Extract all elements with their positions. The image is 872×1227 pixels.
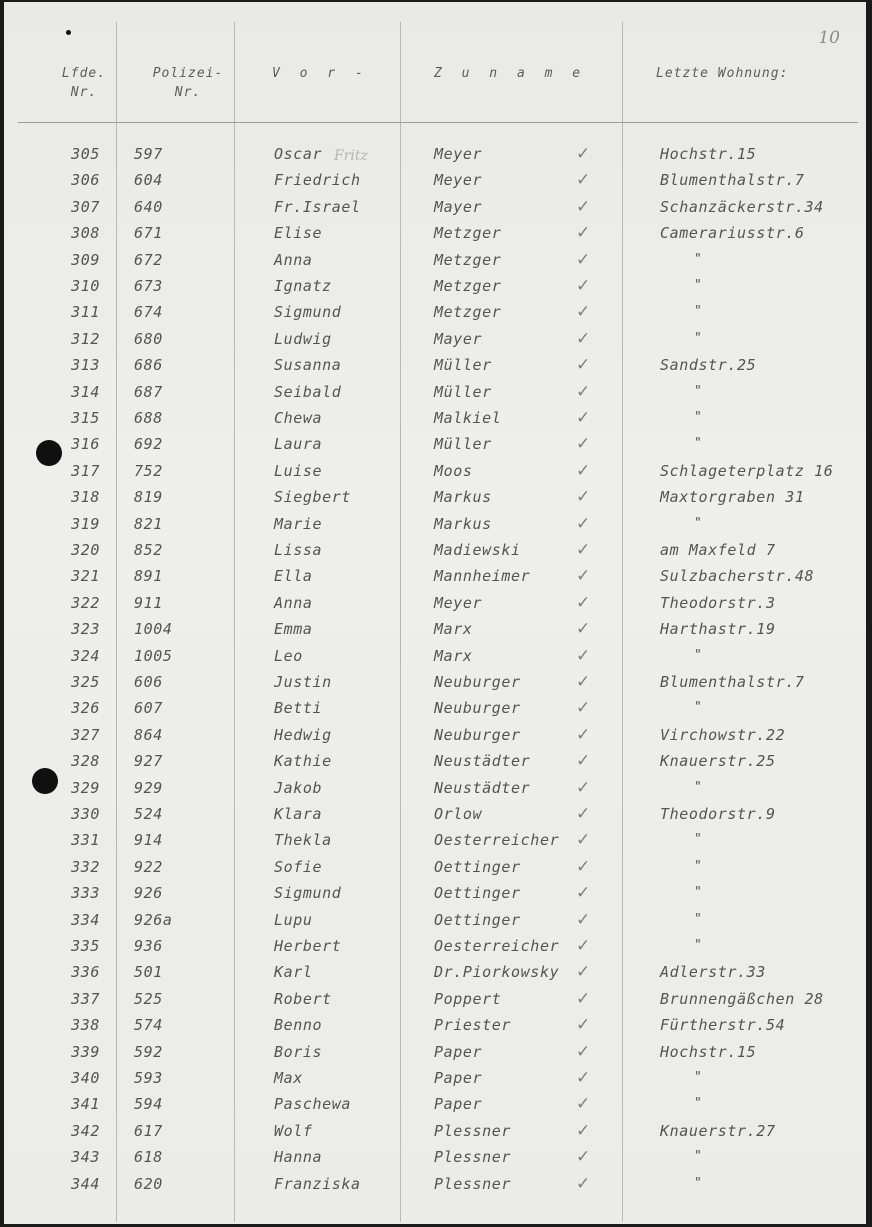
zuname-cell: Müller — [434, 356, 492, 374]
lfd-nr-cell: 331 — [71, 831, 100, 849]
wohnung-cell: Hochstr.15 — [660, 1043, 757, 1061]
header-rule — [18, 122, 858, 123]
check-mark: ✓ — [576, 646, 591, 666]
lfd-nr-cell: 328 — [71, 752, 100, 770]
zuname-cell: Mayer — [434, 198, 483, 216]
zuname-cell: Müller — [434, 383, 492, 401]
lfd-nr-cell: 316 — [71, 435, 100, 453]
zuname-cell: Moos — [434, 462, 473, 480]
check-mark: ✓ — [576, 962, 591, 982]
zuname-cell: Neuburger — [434, 726, 521, 744]
wohnung-cell: am Maxfeld 7 — [660, 541, 776, 559]
lfd-nr-cell: 314 — [71, 383, 100, 401]
table-row — [4, 590, 866, 616]
check-mark: ✓ — [576, 1042, 591, 1062]
lfd-nr-cell: 332 — [71, 858, 100, 876]
vorname-cell: Franziska — [274, 1175, 361, 1193]
check-mark: ✓ — [576, 408, 591, 428]
polizei-nr-cell: 674 — [134, 303, 163, 321]
wohnung-cell: Hochstr.15 — [660, 145, 757, 163]
table-row — [4, 616, 866, 642]
zuname-cell: Madiewski — [434, 541, 521, 559]
wohnung-cell: " — [694, 780, 703, 795]
check-mark: ✓ — [576, 566, 591, 586]
vorname-cell: Sigmund — [274, 303, 342, 321]
zuname-cell: Neuburger — [434, 673, 521, 691]
wohnung-cell: Knauerstr.25 — [660, 752, 776, 770]
polizei-nr-cell: 597 — [134, 145, 163, 163]
wohnung-cell: " — [694, 1070, 703, 1085]
lfd-nr-cell: 311 — [71, 303, 100, 321]
check-mark: ✓ — [576, 910, 591, 930]
lfd-nr-cell: 339 — [71, 1043, 100, 1061]
polizei-nr-cell: 864 — [134, 726, 163, 744]
wohnung-cell: Knauerstr.27 — [660, 1122, 776, 1140]
vorname-cell: Boris — [274, 1043, 323, 1061]
zuname-cell: Marx — [434, 620, 473, 638]
wohnung-cell: Fürtherstr.54 — [660, 1016, 786, 1034]
polizei-nr-cell: 687 — [134, 383, 163, 401]
zuname-cell: Neuburger — [434, 699, 521, 717]
table-row — [4, 880, 866, 906]
lfd-nr-cell: 321 — [71, 567, 100, 585]
polizei-nr-cell: 673 — [134, 277, 163, 295]
lfd-nr-cell: 317 — [71, 462, 100, 480]
page-dot — [66, 30, 71, 35]
check-mark: ✓ — [576, 778, 591, 798]
zuname-cell: Oettinger — [434, 858, 521, 876]
zuname-cell: Neustädter — [434, 779, 531, 797]
table-row — [4, 959, 866, 985]
zuname-cell: Paper — [434, 1069, 483, 1087]
lfd-nr-cell: 329 — [71, 779, 100, 797]
vorname-cell: Leo — [274, 647, 303, 665]
polizei-nr-cell: 617 — [134, 1122, 163, 1140]
zuname-cell: Metzger — [434, 251, 502, 269]
polizei-nr-cell: 680 — [134, 330, 163, 348]
vorname-cell: Kathie — [274, 752, 332, 770]
table-row — [4, 563, 866, 589]
table-row — [4, 643, 866, 669]
table-row — [4, 827, 866, 853]
wohnung-cell: " — [694, 700, 703, 715]
polizei-nr-cell: 922 — [134, 858, 163, 876]
lfd-nr-cell: 340 — [71, 1069, 100, 1087]
table-row — [4, 801, 866, 827]
lfd-nr-cell: 322 — [71, 594, 100, 612]
polizei-nr-cell: 525 — [134, 990, 163, 1008]
table-row — [4, 695, 866, 721]
table-row — [4, 431, 866, 457]
polizei-nr-cell: 686 — [134, 356, 163, 374]
check-mark: ✓ — [576, 936, 591, 956]
polizei-nr-cell: 819 — [134, 488, 163, 506]
vorname-cell: Karl — [274, 963, 313, 981]
lfd-nr-cell: 342 — [71, 1122, 100, 1140]
polizei-nr-cell: 594 — [134, 1095, 163, 1113]
lfd-nr-cell: 325 — [71, 673, 100, 691]
table-row — [4, 1039, 866, 1065]
wohnung-cell: Harthastr.19 — [660, 620, 776, 638]
polizei-nr-cell: 821 — [134, 515, 163, 533]
table-row — [4, 1118, 866, 1144]
header-vorname: V o r - — [272, 66, 369, 81]
table-row — [4, 1091, 866, 1117]
polizei-nr-cell: 891 — [134, 567, 163, 585]
wohnung-cell: " — [694, 384, 703, 399]
vorname-cell: Paschewa — [274, 1095, 352, 1113]
check-mark: ✓ — [576, 672, 591, 692]
lfd-nr-cell: 336 — [71, 963, 100, 981]
polizei-nr-cell: 524 — [134, 805, 163, 823]
polizei-nr-cell: 692 — [134, 435, 163, 453]
zuname-cell: Meyer — [434, 594, 483, 612]
wohnung-cell: " — [694, 278, 703, 293]
polizei-nr-cell: 606 — [134, 673, 163, 691]
table-row — [4, 854, 866, 880]
check-mark: ✓ — [576, 1094, 591, 1114]
vorname-cell: Lupu — [274, 911, 313, 929]
wohnung-cell: " — [694, 331, 703, 346]
table-row — [4, 1144, 866, 1170]
zuname-cell: Markus — [434, 515, 492, 533]
vorname-cell: Marie — [274, 515, 323, 533]
check-mark: ✓ — [576, 329, 591, 349]
polizei-nr-cell: 672 — [134, 251, 163, 269]
wohnung-cell: Sulzbacherstr.48 — [660, 567, 815, 585]
vorname-cell: Justin — [274, 673, 332, 691]
header-polizei-nr — [138, 64, 238, 102]
table-row — [4, 458, 866, 484]
zuname-cell: Neustädter — [434, 752, 531, 770]
table-row — [4, 484, 866, 510]
wohnung-cell: Theodorstr.3 — [660, 594, 776, 612]
lfd-nr-cell: 318 — [71, 488, 100, 506]
lfd-nr-cell: 310 — [71, 277, 100, 295]
table-row — [4, 352, 866, 378]
check-mark: ✓ — [576, 144, 591, 164]
wohnung-cell: Blumenthalstr.7 — [660, 673, 805, 691]
lfd-nr-cell: 338 — [71, 1016, 100, 1034]
polizei-nr-cell: 618 — [134, 1148, 163, 1166]
table-row — [4, 220, 866, 246]
vorname-cell: Hanna — [274, 1148, 323, 1166]
lfd-nr-cell: 335 — [71, 937, 100, 955]
table-row — [4, 141, 866, 167]
wohnung-cell: " — [694, 304, 703, 319]
lfd-nr-cell: 315 — [71, 409, 100, 427]
lfd-nr-cell: 312 — [71, 330, 100, 348]
check-mark: ✓ — [576, 223, 591, 243]
lfd-nr-cell: 327 — [71, 726, 100, 744]
zuname-cell: Malkiel — [434, 409, 502, 427]
check-mark: ✓ — [576, 593, 591, 613]
wohnung-cell: " — [694, 832, 703, 847]
zuname-cell: Poppert — [434, 990, 502, 1008]
vorname-cell: Benno — [274, 1016, 323, 1034]
check-mark: ✓ — [576, 1147, 591, 1167]
lfd-nr-cell: 330 — [71, 805, 100, 823]
lfd-nr-cell: 320 — [71, 541, 100, 559]
check-mark: ✓ — [576, 1174, 591, 1194]
header-line: Nr. — [174, 85, 202, 100]
vorname-cell: Chewa — [274, 409, 323, 427]
check-mark: ✓ — [576, 1068, 591, 1088]
table-row — [4, 167, 866, 193]
vorname-cell: Max — [274, 1069, 303, 1087]
polizei-nr-cell: 592 — [134, 1043, 163, 1061]
zuname-cell: Markus — [434, 488, 492, 506]
document-page — [4, 2, 866, 1224]
vorname-cell: Ignatz — [274, 277, 332, 295]
polizei-nr-cell: 593 — [134, 1069, 163, 1087]
polizei-nr-cell: 620 — [134, 1175, 163, 1193]
polizei-nr-cell: 501 — [134, 963, 163, 981]
table-row — [4, 247, 866, 273]
vorname-cell: Sigmund — [274, 884, 342, 902]
lfd-nr-cell: 333 — [71, 884, 100, 902]
check-mark: ✓ — [576, 514, 591, 534]
zuname-cell: Priester — [434, 1016, 512, 1034]
vorname-cell: Herbert — [274, 937, 342, 955]
wohnung-cell: Maxtorgraben 31 — [660, 488, 805, 506]
polizei-nr-cell: 604 — [134, 171, 163, 189]
table-row — [4, 1171, 866, 1197]
polizei-nr-cell: 1004 — [134, 620, 173, 638]
wohnung-cell: " — [694, 252, 703, 267]
page-number: 10 — [818, 28, 840, 48]
check-mark: ✓ — [576, 1015, 591, 1035]
table-row — [4, 669, 866, 695]
table-row — [4, 748, 866, 774]
header-line: Lfde. — [61, 66, 107, 81]
check-mark: ✓ — [576, 197, 591, 217]
vorname-cell: Siegbert — [274, 488, 352, 506]
wohnung-cell: Adlerstr.33 — [660, 963, 766, 981]
polizei-nr-cell: 936 — [134, 937, 163, 955]
lfd-nr-cell: 305 — [71, 145, 100, 163]
lfd-nr-cell: 319 — [71, 515, 100, 533]
table-row — [4, 1012, 866, 1038]
table-row — [4, 907, 866, 933]
vorname-cell: Klara — [274, 805, 323, 823]
check-mark: ✓ — [576, 302, 591, 322]
zuname-cell: Paper — [434, 1043, 483, 1061]
check-mark: ✓ — [576, 170, 591, 190]
vorname-cell: Ludwig — [274, 330, 332, 348]
vorname-cell: Susanna — [274, 356, 342, 374]
vorname-cell: Jakob — [274, 779, 323, 797]
zuname-cell: Paper — [434, 1095, 483, 1113]
table-row — [4, 1065, 866, 1091]
wohnung-cell: " — [694, 436, 703, 451]
check-mark: ✓ — [576, 276, 591, 296]
polizei-nr-cell: 927 — [134, 752, 163, 770]
handwritten-annotation: Fritz — [334, 148, 368, 164]
check-mark: ✓ — [576, 540, 591, 560]
vorname-cell: Elise — [274, 224, 323, 242]
zuname-cell: Plessner — [434, 1148, 512, 1166]
header-lfd-nr — [52, 64, 116, 102]
polizei-nr-cell: 640 — [134, 198, 163, 216]
zuname-cell: Dr.Piorkowsky — [434, 963, 560, 981]
vorname-cell: Oscar — [274, 145, 323, 163]
zuname-cell: Mannheimer — [434, 567, 531, 585]
check-mark: ✓ — [576, 250, 591, 270]
check-mark: ✓ — [576, 619, 591, 639]
lfd-nr-cell: 309 — [71, 251, 100, 269]
zuname-cell: Plessner — [434, 1122, 512, 1140]
wohnung-cell: " — [694, 912, 703, 927]
zuname-cell: Meyer — [434, 145, 483, 163]
zuname-cell: Mayer — [434, 330, 483, 348]
table-row — [4, 273, 866, 299]
check-mark: ✓ — [576, 487, 591, 507]
vorname-cell: Hedwig — [274, 726, 332, 744]
vorname-cell: Anna — [274, 251, 313, 269]
check-mark: ✓ — [576, 883, 591, 903]
wohnung-cell: " — [694, 410, 703, 425]
vorname-cell: Robert — [274, 990, 332, 1008]
lfd-nr-cell: 324 — [71, 647, 100, 665]
vorname-cell: Laura — [274, 435, 323, 453]
table-row — [4, 194, 866, 220]
lfd-nr-cell: 323 — [71, 620, 100, 638]
wohnung-cell: " — [694, 648, 703, 663]
header-line: Polizei- — [152, 66, 224, 81]
polizei-nr-cell: 911 — [134, 594, 163, 612]
zuname-cell: Metzger — [434, 224, 502, 242]
lfd-nr-cell: 308 — [71, 224, 100, 242]
vorname-cell: Ella — [274, 567, 313, 585]
check-mark: ✓ — [576, 461, 591, 481]
vorname-cell: Emma — [274, 620, 313, 638]
vorname-cell: Lissa — [274, 541, 323, 559]
zuname-cell: Müller — [434, 435, 492, 453]
polizei-nr-cell: 929 — [134, 779, 163, 797]
table-row — [4, 299, 866, 325]
polizei-nr-cell: 926 — [134, 884, 163, 902]
check-mark: ✓ — [576, 1121, 591, 1141]
wohnung-cell: Schanzäckerstr.34 — [660, 198, 824, 216]
lfd-nr-cell: 343 — [71, 1148, 100, 1166]
header-line: Nr. — [70, 85, 98, 100]
zuname-cell: Orlow — [434, 805, 483, 823]
check-mark: ✓ — [576, 751, 591, 771]
check-mark: ✓ — [576, 989, 591, 1009]
lfd-nr-cell: 337 — [71, 990, 100, 1008]
zuname-cell: Oesterreicher — [434, 937, 560, 955]
vorname-cell: Friedrich — [274, 171, 361, 189]
check-mark: ✓ — [576, 725, 591, 745]
zuname-cell: Oesterreicher — [434, 831, 560, 849]
polizei-nr-cell: 574 — [134, 1016, 163, 1034]
check-mark: ✓ — [576, 355, 591, 375]
wohnung-cell: " — [694, 516, 703, 531]
table-row — [4, 405, 866, 431]
polizei-nr-cell: 688 — [134, 409, 163, 427]
zuname-cell: Metzger — [434, 277, 502, 295]
polizei-nr-cell: 752 — [134, 462, 163, 480]
wohnung-cell: Camerariusstr.6 — [660, 224, 805, 242]
table-row — [4, 326, 866, 352]
wohnung-cell: Schlageterplatz 16 — [660, 462, 834, 480]
check-mark: ✓ — [576, 857, 591, 877]
zuname-cell: Oettinger — [434, 911, 521, 929]
zuname-cell: Plessner — [434, 1175, 512, 1193]
wohnung-cell: Blumenthalstr.7 — [660, 171, 805, 189]
wohnung-cell: " — [694, 1149, 703, 1164]
polizei-nr-cell: 926a — [134, 911, 173, 929]
vorname-cell: Seibald — [274, 383, 342, 401]
vorname-cell: Thekla — [274, 831, 332, 849]
polizei-nr-cell: 671 — [134, 224, 163, 242]
vorname-cell: Fr.Israel — [274, 198, 361, 216]
wohnung-cell: Brunnengäßchen 28 — [660, 990, 824, 1008]
check-mark: ✓ — [576, 698, 591, 718]
check-mark: ✓ — [576, 382, 591, 402]
table-row — [4, 933, 866, 959]
check-mark: ✓ — [576, 804, 591, 824]
vorname-cell: Betti — [274, 699, 323, 717]
check-mark: ✓ — [576, 830, 591, 850]
polizei-nr-cell: 1005 — [134, 647, 173, 665]
table-row — [4, 775, 866, 801]
lfd-nr-cell: 306 — [71, 171, 100, 189]
zuname-cell: Meyer — [434, 171, 483, 189]
table-row — [4, 379, 866, 405]
vorname-cell: Anna — [274, 594, 313, 612]
zuname-cell: Marx — [434, 647, 473, 665]
header-letzte-wohnung: Letzte Wohnung: — [656, 66, 789, 81]
polizei-nr-cell: 607 — [134, 699, 163, 717]
table-row — [4, 722, 866, 748]
lfd-nr-cell: 326 — [71, 699, 100, 717]
check-mark: ✓ — [576, 434, 591, 454]
lfd-nr-cell: 344 — [71, 1175, 100, 1193]
wohnung-cell: " — [694, 1176, 703, 1191]
lfd-nr-cell: 307 — [71, 198, 100, 216]
lfd-nr-cell: 334 — [71, 911, 100, 929]
wohnung-cell: Sandstr.25 — [660, 356, 757, 374]
wohnung-cell: " — [694, 1096, 703, 1111]
header-zuname: Z u n a m e — [434, 66, 587, 81]
vorname-cell: Luise — [274, 462, 323, 480]
table-row — [4, 537, 866, 563]
lfd-nr-cell: 313 — [71, 356, 100, 374]
polizei-nr-cell: 852 — [134, 541, 163, 559]
wohnung-cell: Virchowstr.22 — [660, 726, 786, 744]
vorname-cell: Sofie — [274, 858, 323, 876]
vorname-cell: Wolf — [274, 1122, 313, 1140]
wohnung-cell: " — [694, 885, 703, 900]
table-row — [4, 986, 866, 1012]
wohnung-cell: Theodorstr.9 — [660, 805, 776, 823]
polizei-nr-cell: 914 — [134, 831, 163, 849]
lfd-nr-cell: 341 — [71, 1095, 100, 1113]
table-row — [4, 511, 866, 537]
zuname-cell: Oettinger — [434, 884, 521, 902]
wohnung-cell: " — [694, 859, 703, 874]
zuname-cell: Metzger — [434, 303, 502, 321]
wohnung-cell: " — [694, 938, 703, 953]
